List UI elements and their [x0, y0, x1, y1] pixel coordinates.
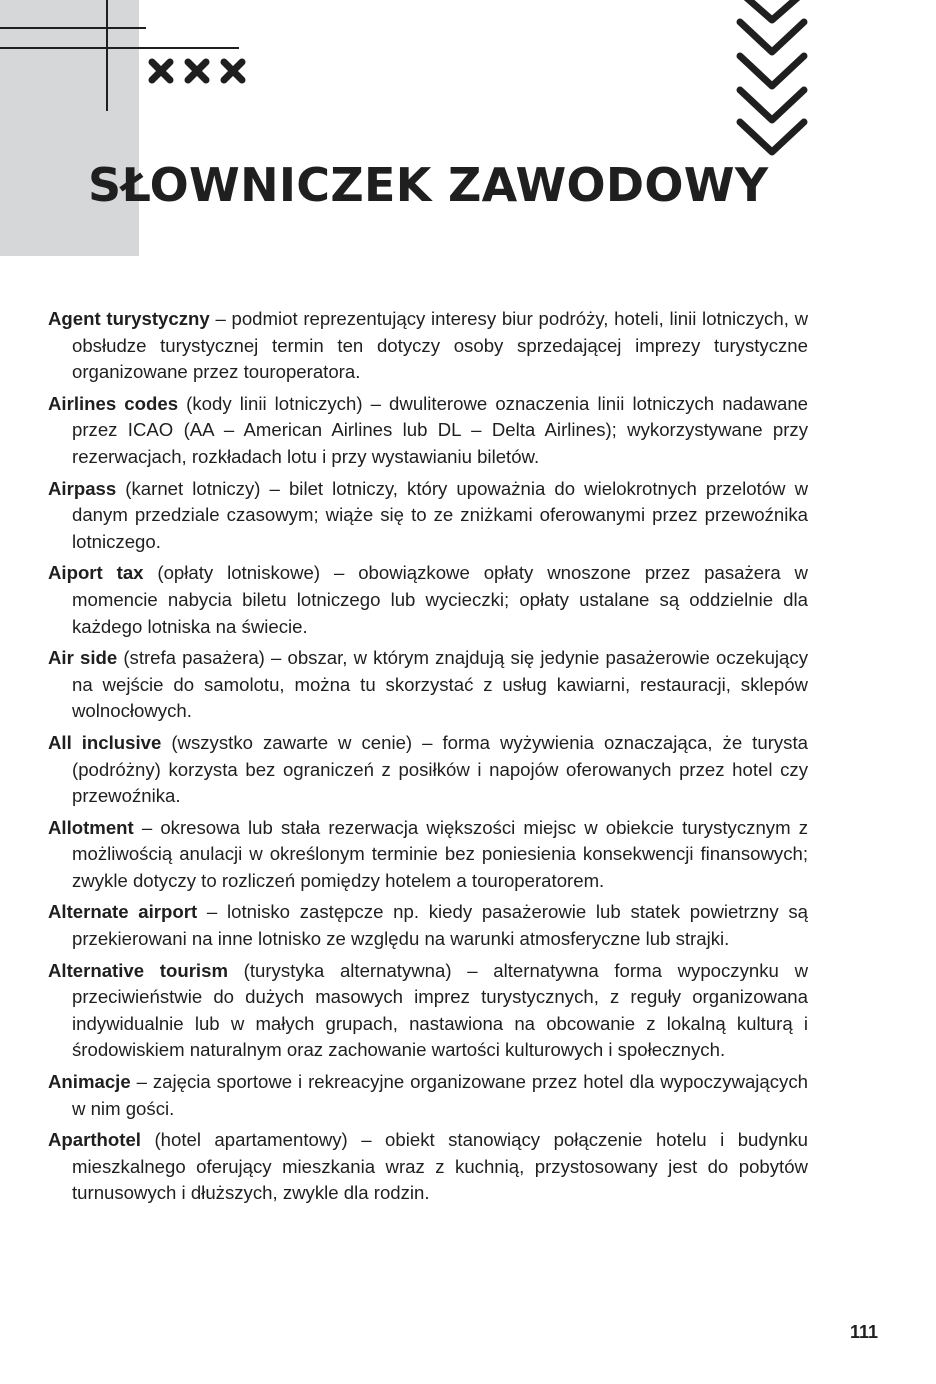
glossary-term: Airlines codes [48, 392, 179, 414]
glossary-definition: – okresowa lub stała rezerwacja większości miejsc w obiekcie turystycznym z możliwością anulacji w określonym terminie bez poniesienia konsekwencji finansowych; zwykle dotyczy to rozliczeń pomiędzy hotelem a touroperatorem. [72, 816, 808, 891]
glossary-definition: (wszystko zawarte w cenie) – forma wyżywienia oznaczająca, że turysta (podróżny) korzysta bez ograniczeń z posiłków i napojów oferowanych przez hotel czy przewoźnika. [72, 731, 808, 807]
glossary-term: Agent turystyczny [48, 308, 210, 329]
page-number: 111 [849, 1322, 878, 1342]
glossary-definition: – lotnisko zastępcze np. kiedy pasażerowie lub statek powietrzny są przekierowani na inne lotnisko ze względu na warunki atmosferyczne lub strajki. [72, 901, 808, 950]
glossary-definition: – podmiot reprezentujący interesy biur podróży, hoteli, linii lotniczych, w obsłudze turystycznej termin ten dotyczy osoby sprzedającej imprezy turystyczne organizowane przez touroperatora. [72, 308, 808, 383]
glossary-entry [48, 815, 808, 895]
glossary-entry [48, 560, 808, 640]
glossary-definition: – zajęcia sportowe i rekreacyjne organizowane przez hotel dla wypoczywających w nim gości. [72, 1071, 808, 1119]
glossary-term: Alternative tourism [48, 959, 228, 981]
header-gray-block [0, 0, 139, 256]
glossary-entry [48, 730, 808, 810]
cross-marks [146, 56, 248, 86]
glossary-term: Airpass [48, 477, 117, 499]
glossary-term: Alternate airport [48, 901, 198, 923]
glossary-definition: (opłaty lotniskowe) – obowiązkowe opłaty wnoszone przez pasażera w momencie nabycia biletu lotniczego lub wycieczki; opłaty ustalane są oddzielnie dla każdego lotniska na świecie. [72, 562, 808, 637]
glossary-term: All inclusive [48, 731, 162, 753]
glossary-entry [48, 1127, 808, 1207]
glossary-definition: (karnet lotniczy) – bilet lotniczy, który upoważnia do wielokrotnych przelotów w danym przedziale czasowym; wiąże się to ze zniżkami oferowanymi przez przewoźnika lotniczego. [72, 477, 808, 552]
glossary-definition: (strefa pasażera) – obszar, w którym znajdują się jedynie pasażerowie oczekujący na wejście do samolotu, można tu skorzystać z usług kawiarni, restauracji, sklepów wolnocłowych. [72, 647, 808, 722]
glossary-entry [48, 645, 808, 725]
cross-icon [218, 56, 248, 86]
glossary-entry [48, 1069, 808, 1122]
glossary-term: Air side [48, 647, 118, 669]
page-title: SŁOWNICZEK ZAWODOWY [88, 158, 769, 212]
glossary-term: Aiport tax [48, 562, 144, 584]
decorative-horizontal-line-bottom [0, 47, 239, 49]
decorative-horizontal-line-top [0, 27, 146, 29]
glossary-entry [48, 306, 808, 386]
decorative-vertical-line [106, 0, 108, 111]
cross-icon [146, 56, 176, 86]
glossary-term: Allotment [48, 816, 134, 838]
glossary-definition: (kody linii lotniczych) – dwuliterowe oznaczenia linii lotniczych nadawane przez ICAO (AA – American Airlines lub DL – Delta Airlines); wykorzystywane przy rezerwacjach, rozkładach lotu i przy wystawianiu biletów. [72, 392, 809, 467]
glossary-definition: (turystyka alternatywna) – alternatywna forma wypoczynku w przeciwieństwie do dużych masowych imprez turystycznych, z reguły organizowana indywidualnie lub w małych grupach, nastawiona na obcowanie z lokalną kulturą i środowiskiem naturalnym oraz zachowanie wartości kulturowych i społecznych. [72, 959, 808, 1061]
glossary-term: Animacje [48, 1071, 131, 1093]
glossary-entry [48, 476, 808, 556]
glossary-term: Aparthotel [48, 1129, 141, 1151]
glossary-definition: (hotel apartamentowy) – obiekt stanowiący połączenie hotelu i budynku mieszkalnego oferujący mieszkania wraz z kuchnią, przystosowany jest do pobytów turnusowych i dłuższych, zwykle dla rodzin. [72, 1129, 808, 1204]
glossary-entry [48, 958, 808, 1064]
glossary-entry [48, 391, 808, 471]
cross-icon [182, 56, 212, 86]
chevron-down-icon [734, 0, 810, 160]
glossary-entry [48, 899, 808, 952]
glossary-list [48, 306, 808, 1212]
